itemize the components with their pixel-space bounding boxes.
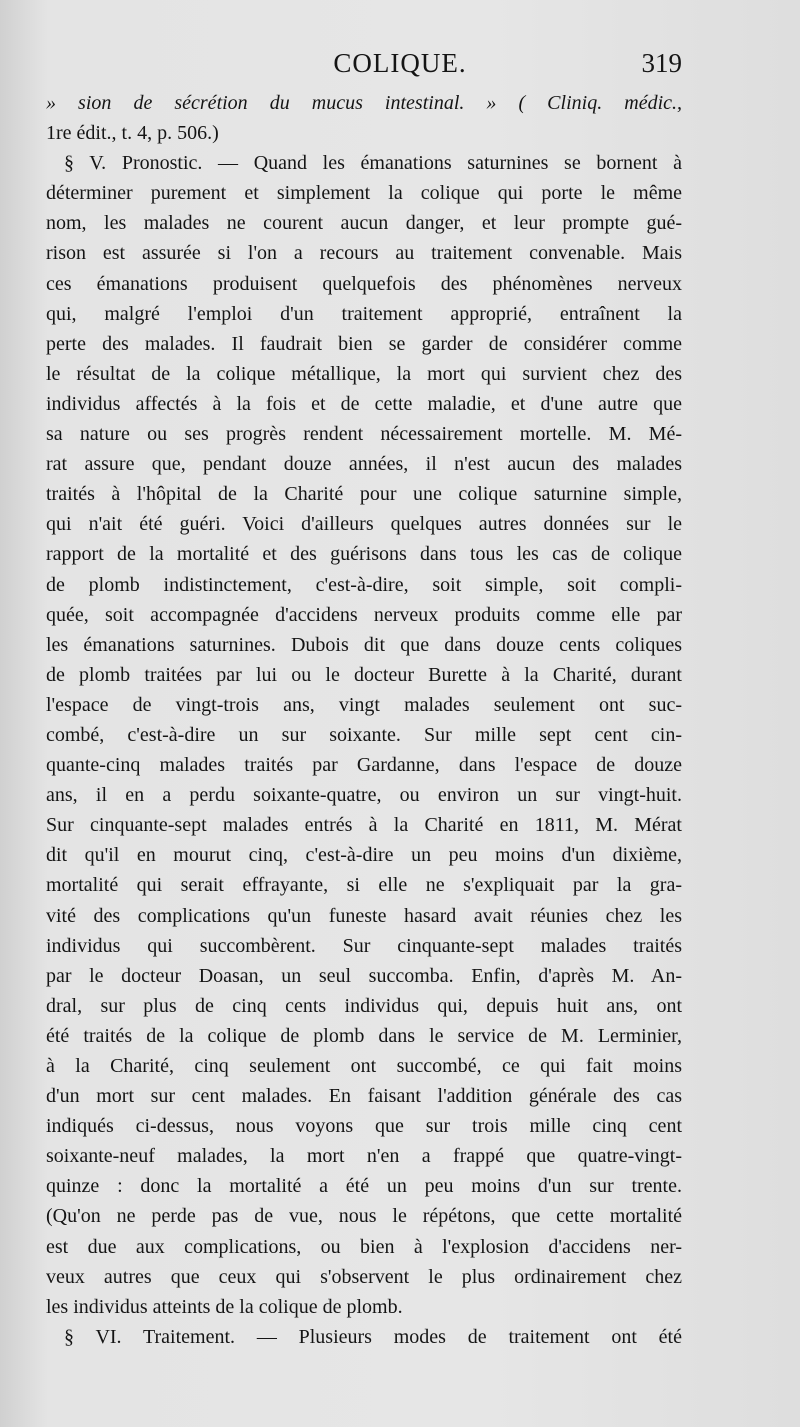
text-line: quante-cinq malades traités par Gardanne, dans l'espace de douze xyxy=(46,754,682,777)
text-line: soixante-neuf malades, la mort n'en a frappé que quatre-vingt- xyxy=(46,1145,682,1168)
text-line: » sion de sécrétion du mucus intestinal. » ( Cliniq. médic., xyxy=(46,92,682,114)
text-line: les individus atteints de la colique de plomb. xyxy=(46,1295,403,1318)
text-line: individus affectés à la fois et de cette maladie, et d'une autre que xyxy=(46,392,682,415)
text-line: par le docteur Doasan, un seul succomba. Enfin, d'après M. An- xyxy=(46,964,682,987)
text-line: l'espace de vingt-trois ans, vingt malades seulement ont suc- xyxy=(46,693,682,716)
running-title: COLIQUE. xyxy=(333,48,467,78)
text-line: traités à l'hôpital de la Charité pour une colique saturnine simple, xyxy=(46,483,682,506)
text-line: rapport de la mortalité et des guérisons dans tous les cas de colique xyxy=(46,543,682,566)
text-line: ans, il en a perdu soixante-quatre, ou environ un sur vingt-huit. xyxy=(46,784,682,807)
text-line: perte des malades. Il faudrait bien se garder de considérer comme xyxy=(46,332,682,355)
text-line: § V. Pronostic. — Quand les émanations saturnines se bornent à xyxy=(64,152,682,175)
page-header xyxy=(0,48,800,82)
text-line: de plomb indistinctement, c'est-à-dire, soit simple, soit compli- xyxy=(46,573,682,596)
page-body xyxy=(46,88,682,1352)
text-line: de plomb traitées par lui ou le docteur Burette à la Charité, durant xyxy=(46,663,682,686)
text-line: déterminer purement et simplement la colique qui porte le même xyxy=(46,182,682,205)
text-line: combé, c'est-à-dire un sur soixante. Sur mille sept cent cin- xyxy=(46,723,682,746)
text-line: individus qui succombèrent. Sur cinquante-sept malades traités xyxy=(46,934,682,957)
text-line: dit qu'il en mourut cinq, c'est-à-dire un peu moins d'un dixième, xyxy=(46,844,682,867)
text-line: été traités de la colique de plomb dans le service de M. Lerminier, xyxy=(46,1024,682,1047)
text-line: § VI. Traitement. — Plusieurs modes de traitement ont été xyxy=(64,1325,682,1348)
text-line: vité des complications qu'un funeste hasard avait réunies chez les xyxy=(46,904,682,927)
text-line: rison est assurée si l'on a recours au traitement convenable. Mais xyxy=(46,242,682,265)
text-line: Sur cinquante-sept malades entrés à la Charité en 1811, M. Mérat xyxy=(46,814,682,837)
text-line: le résultat de la colique métallique, la mort qui survient chez des xyxy=(46,362,682,385)
page-number: 319 xyxy=(641,48,682,78)
text-line: est due aux complications, ou bien à l'explosion d'accidens ner- xyxy=(46,1235,682,1258)
text-line: nom, les malades ne courent aucun danger, et leur prompte gué- xyxy=(46,212,682,235)
text-line: 1re édit., t. 4, p. 506.) xyxy=(46,122,219,145)
text-line: quinze : donc la mortalité a été un peu moins d'un sur trente. xyxy=(46,1175,682,1198)
text-line: sa nature ou ses progrès rendent nécessairement mortelle. M. Mé- xyxy=(46,423,682,446)
text-line: rat assure que, pendant douze années, il n'est aucun des malades xyxy=(46,453,682,476)
text-line: ces émanations produisent quelquefois des phénomènes nerveux xyxy=(46,272,682,295)
text-line: qui, malgré l'emploi d'un traitement approprié, entraînent la xyxy=(46,302,682,325)
text-line: indiqués ci-dessus, nous voyons que sur trois mille cinq cent xyxy=(46,1115,682,1138)
text-line: quée, soit accompagnée d'accidens nerveux produits comme elle par xyxy=(46,603,682,626)
text-line: d'un mort sur cent malades. En faisant l'addition générale des cas xyxy=(46,1085,682,1108)
text-line: mortalité qui serait effrayante, si elle ne s'expliquait par la gra- xyxy=(46,874,682,897)
text-line: qui n'ait été guéri. Voici d'ailleurs quelques autres données sur le xyxy=(46,513,682,536)
text-line: les émanations saturnines. Dubois dit que dans douze cents coliques xyxy=(46,633,682,656)
text-line: à la Charité, cinq seulement ont succombé, ce qui fait moins xyxy=(46,1055,682,1077)
text-line: veux autres que ceux qui s'observent le plus ordinairement chez xyxy=(46,1265,682,1288)
text-line: (Qu'on ne perde pas de vue, nous le répétons, que cette mortalité xyxy=(46,1205,682,1228)
text-line: dral, sur plus de cinq cents individus qui, depuis huit ans, ont xyxy=(46,994,682,1017)
